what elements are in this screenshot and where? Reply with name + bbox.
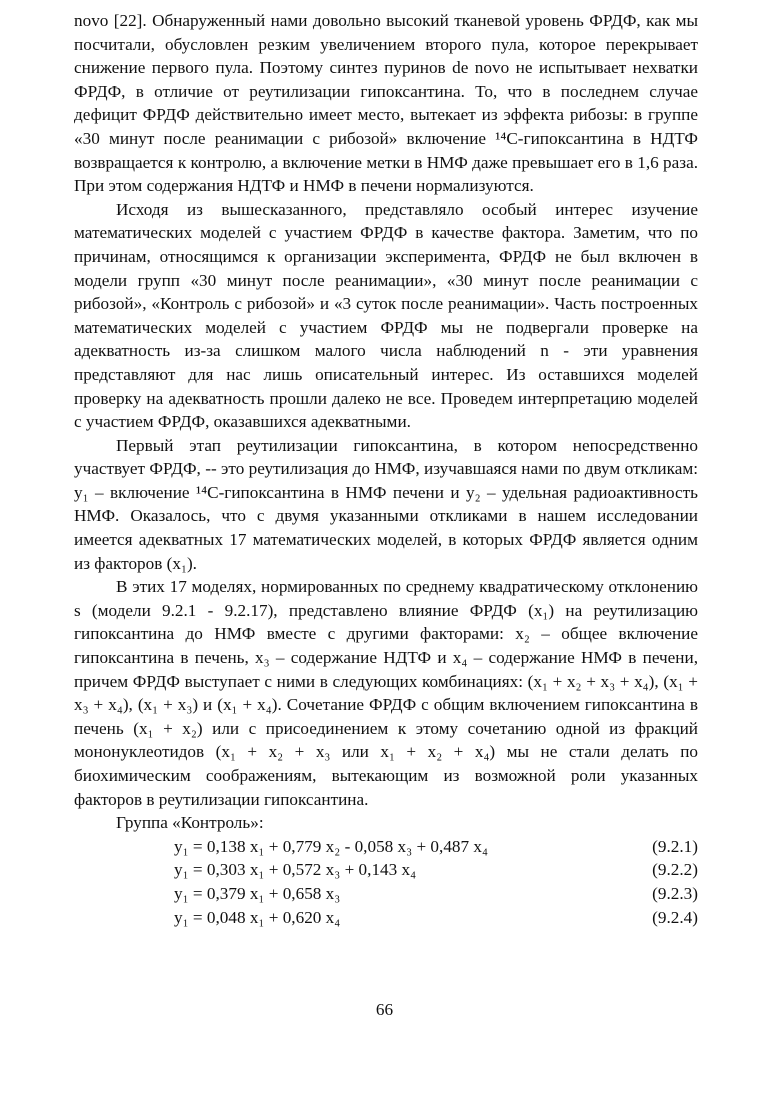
equation-number: (9.2.2) [652,860,698,880]
equation-number: (9.2.4) [652,907,698,927]
equation-expression: y₁ = 0,048 x₁ + 0,620 x₄ [174,907,341,927]
paragraph-2: Исходя из вышесказанного, представляло особый интерес изучение математических моделей с участием ФРДФ в качестве фактора. Заметим, что по причинам, относящимся к организации эксперимента, ФРДФ не был включен в модели групп «30 минут после реанимации», «30 минут после реанимации с рибозой», «Контроль с рибозой» и «3 суток после реанимации». Часть построенных математических моделей с участием ФРДФ мы не подвергали проверке на адекватность из-за слишком малого числа наблюдений n - эти уравнения представляют для нас лишь описательный интерес. Из оставшихся моделей проверку на адекватность прошли далеко не все. Проведем интерпретацию моделей с участием ФРДФ, оказавшихся адекватными. [74,199,698,432]
body-text [74,9,698,929]
paragraph-1: novo [22]. Обнаруженный нами довольно высокий тканевой уровень ФРДФ, как мы посчитали, обусловлен резким увеличением второго пула, которое перекрывает снижение первого пула. Поэтому синтез пуринов de novo не испытывает нехватки ФРДФ, в отличие от реутилизации гипоксантина. То, что в последнем случае дефицит ФРДФ действительно имеет место, вытекает из эффекта рибозы: в группе «30 минут после реанимации с рибозой» включение ¹⁴С-гипоксантина в НДТФ возвращается к контролю, а включение метки в НМФ даже превышает его в 1,6 раза. При этом содержания НДТФ и НМФ в печени нормализуются. [74,11,698,196]
equation-expression: y₁ = 0,379 x₁ + 0,658 x₃ [174,883,341,903]
equation-number: (9.2.1) [652,836,698,856]
equation-row [74,882,698,906]
paragraph-3: Первый этап реутилизации гипоксантина, в котором непосредственно участвует ФРДФ, -- это реутилизация до НМФ, изучавшаяся нами по двум откликам: y₁ – включение ¹⁴С-гипоксантина в НМФ печени и y₂ – удельная радиоактивность НМФ. Оказалось, что с двумя указанными откликами в нашем исследовании имеется адекватных 17 математических моделей, в которых ФРДФ является одним из факторов (x₁). [74,435,698,573]
group-label: Группа «Контроль»: [116,813,264,833]
equation-row [74,858,698,882]
paragraph-4: В этих 17 моделях, нормированных по среднему квадратическому отклонению s (модели 9.2.1 - 9.2.17), представлено влияние ФРДФ (x₁) на реутилизацию гипоксантина до НМФ вместе с другими факторами: x₂ – общее включение гипоксантина в печень, x₃ – содержание НДТФ и x₄ – содержание НМФ в печени, причем ФРДФ выступает с ними в следующих комбинациях: (x₁ + x₂ + x₃ + x₄), (x₁ + x₃ + x₄), (x₁ + x₃) и (x₁ + x₄). Сочетание ФРДФ с общим включением гипоксантина в печень (x₁ + x₂) или с присоединением к этому сочетанию одной из фракций мононуклеотидов (x₁ + x₂ + x₃ или x₁ + x₂ + x₄) мы не стали делать по биохимическим соображениям, вытекающим из возможной роли указанных факторов в реутилизации гипоксантина. [74,577,698,809]
equation-row [74,835,698,859]
equation-list [74,835,698,929]
equation-expression: y₁ = 0,303 x₁ + 0,572 x₃ + 0,143 x₄ [174,860,417,880]
equation-row [74,906,698,930]
equation-expression: y₁ = 0,138 x₁ + 0,779 x₂ - 0,058 x₃ + 0,487 x₄ [174,836,488,856]
equation-number: (9.2.3) [652,883,698,903]
page-number: 66 [375,1000,394,1019]
